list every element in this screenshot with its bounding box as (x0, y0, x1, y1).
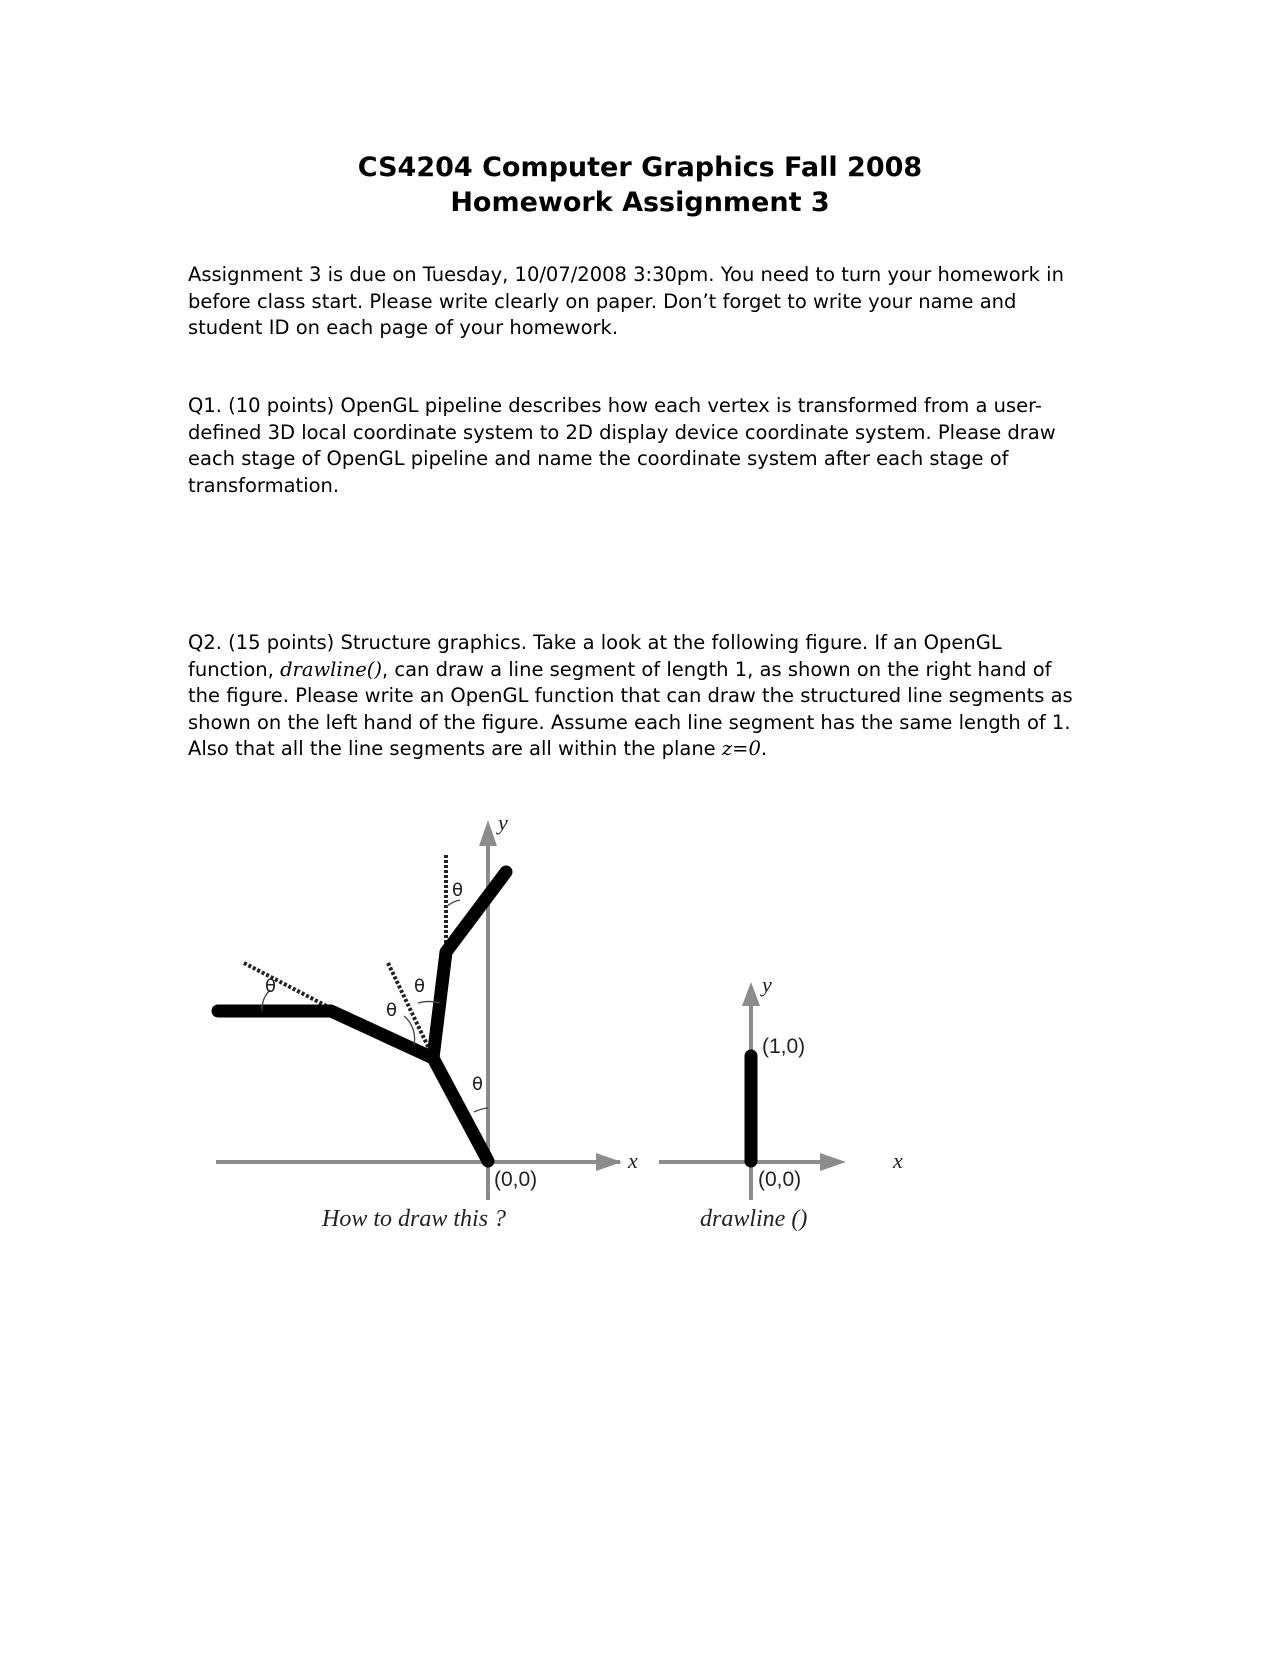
q2-text-part2: , can draw a line segment of length 1, as shown on the right hand of the figure. Please write an OpenGL function that can draw the structured line segments as shown on the left hand of the figure. Assume each line segment has the same length of 1. Also that all the line segments are all within the plane (188, 657, 1073, 760)
theta-label-4: θ (452, 880, 464, 901)
left-diagram (216, 810, 638, 1232)
right-origin-label: (0,0) (758, 1168, 802, 1191)
right-x-axis-arrowhead (820, 1153, 846, 1171)
intro-paragraph: Assignment 3 is due on Tuesday, 10/07/2008 3:30pm. You need to turn your homework in before class start. Please write clearly on paper. Don’t forget to write your name and student ID on each page of your homework. (188, 263, 1064, 339)
right-top-label: (1,0) (762, 1035, 806, 1058)
plane-equation: z=0 (721, 737, 761, 760)
left-x-axis-arrowhead (596, 1153, 622, 1171)
theta-arc-3 (418, 1001, 440, 1003)
left-x-axis-label: x (628, 1148, 638, 1173)
right-diagram (659, 972, 903, 1232)
left-origin-label: (0,0) (494, 1168, 538, 1191)
right-y-axis-arrowhead (742, 982, 760, 1006)
right-x-axis-label: x (893, 1148, 903, 1173)
theta-arc-5 (474, 1108, 488, 1112)
theta-label-1: θ (265, 976, 277, 997)
theta-label-3: θ (414, 976, 426, 997)
document-title: CS4204 Computer Graphics Fall 2008 (357, 152, 923, 183)
left-y-axis-label: y (498, 810, 508, 835)
theta-label-2: θ (386, 1000, 398, 1021)
q2-text-part3: . (760, 737, 768, 760)
question-1: Q1. (10 points) OpenGL pipeline describes how each vertex is transformed from a user-defined 3D local coordinate system to 2D display device coordinate system. Please draw each stage of OpenGL pipeline and name the coordinate system after each stage of transformation. (188, 394, 1056, 497)
theta-arc-4 (446, 900, 460, 907)
document-subtitle: Homework Assignment 3 (450, 187, 830, 218)
q2-text-part1: Q2. (15 points) Structure graphics. Take a look at the following figure. If an OpenGL function, (188, 631, 1002, 681)
right-y-axis-label: y (762, 972, 772, 997)
left-caption: How to draw this ? (322, 1206, 507, 1232)
theta-label-5: θ (472, 1074, 484, 1095)
drawline-function-name: drawline() (280, 657, 382, 681)
right-caption: drawline () (700, 1206, 808, 1232)
left-y-axis-arrowhead (479, 820, 497, 846)
